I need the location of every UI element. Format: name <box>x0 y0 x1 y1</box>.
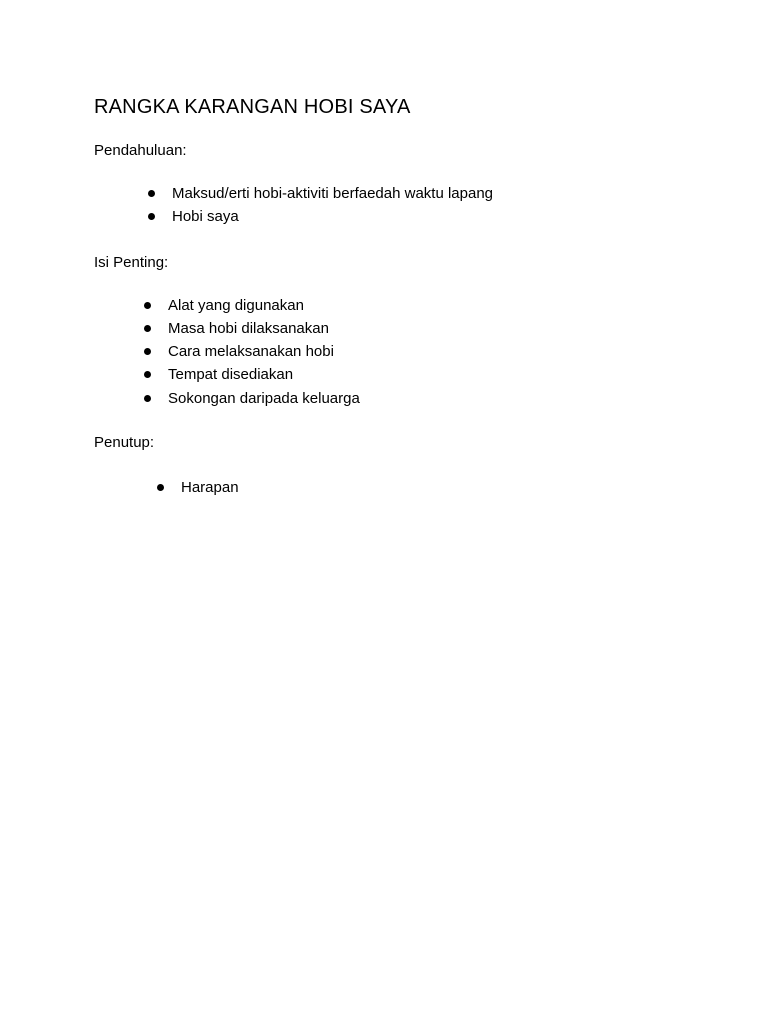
list-item: Sokongan daripada keluarga <box>168 390 360 407</box>
bullet-icon <box>144 371 151 378</box>
list-item: Maksud/erti hobi-aktiviti berfaedah waktu lapang <box>172 185 494 202</box>
bullet-icon <box>148 213 155 220</box>
list-item: Alat yang digunakan <box>168 297 304 314</box>
bullet-icon <box>144 325 151 332</box>
list-item: Cara melaksanakan hobi <box>168 343 334 360</box>
bullet-icon <box>144 395 151 402</box>
document-title: RANGKA KARANGAN HOBI SAYA <box>94 96 411 118</box>
section-heading-isi-penting: Isi Penting: <box>94 254 169 271</box>
list-item: Tempat disediakan <box>168 366 294 383</box>
list-item: Hobi saya <box>172 208 239 225</box>
list-item: Masa hobi dilaksanakan <box>168 320 329 337</box>
bullet-icon <box>144 302 151 309</box>
bullet-icon <box>148 190 155 197</box>
section-heading-pendahuluan: Pendahuluan: <box>94 142 187 159</box>
bullet-icon <box>157 484 164 491</box>
bullet-icon <box>144 348 151 355</box>
section-heading-penutup: Penutup: <box>94 434 155 451</box>
list-item: Harapan <box>181 479 239 496</box>
